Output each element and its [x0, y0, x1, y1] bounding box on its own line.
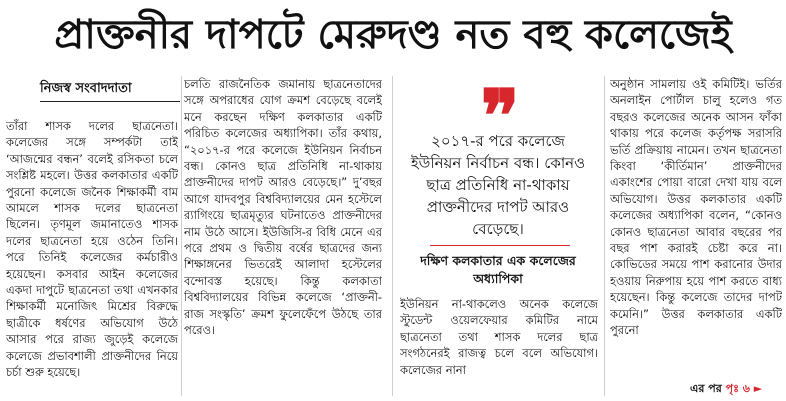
arrow-right-icon: ► [753, 382, 763, 395]
continuation-prefix: এর পর [690, 382, 722, 395]
continuation-note[interactable] [690, 380, 784, 398]
article-column-1 [6, 118, 178, 400]
pull-quote: ২০১৭-র পরে কলেজে ইউনিয়ন নির্বাচন বন্ধ। কোনও ছাত্র প্রতিনিধি না-থাকায় প্রাক্তনীদের দাপট আরও বেড়েছে। [410, 132, 586, 238]
pull-quote-source: দক্ষিণ কলকাতার এক কলেজের অধ্যাপিকা [420, 253, 576, 286]
pull-quote-rule [430, 245, 570, 246]
column-divider [604, 76, 605, 396]
column-4-text: অনুষ্ঠান সামলায় ওই কমিটিই। ভর্তির অনলাইন পোর্টাল চালু হলেও গত বছরও কলেজের অনেক আসন ফাঁকা থাকায় পরে কলেজ কর্তৃপক্ষ সরাসরি ভর্তি প্রক্রিয়ায় নামেন। তখন ছাত্রনেতা কিংবা ‘কীর্তিমান’ প্রাক্তনীদের একাংশের পোয়া বারো দেখা যায় বলে অভিযোগ। উত্তর কলকাতার একটি কলেজের অধ্যাপিকা বলেন, “কোনও কোনও ছাত্রনেতা আবার বছরের পর বছর পাশ করারই চেষ্টা করে না। কোভিডের সময়ে পাশ করানোর উদার হওয়ায় নিরুপায় হয়ে পাশ করতে বাধ্য হয়েছেন। কিন্তু কলেজে তাদের দাপট কমেনি।” উত্তর কলকাতার একটি পুরনো [610, 77, 782, 338]
article-column-3 [400, 296, 598, 398]
article-column-2 [184, 76, 382, 398]
byline-rule [40, 101, 180, 102]
column-divider [181, 76, 182, 396]
quote-mark-icon: ❞ [480, 73, 520, 158]
byline: নিজস্ব সংবাদদাতা [40, 81, 132, 96]
column-1-text: তাঁরা শাসক দলের ছাত্রনেতা। কলেজের সঙ্গে সম্পর্কটা তাই ‘আজন্মের বন্ধন’ বলেই রসিকতা চলে সংশ্লিষ্ট মহলে। উত্তর কলকাতার একটি পুরনো কলেজে জনৈক শিক্ষাকর্মী বাম আমলে শাসক দলের ছাত্রনেতা ছিলেন। তৃণমূল জমানাতেও শাসক দলের ছাত্রনেতা হয়ে ওঠেন তিনি। পরে তিনিই কলেজের কর্মচারীও হয়েছেন। কসবার আইন কলেজের একদা দাপুটে ছাত্রনেতা তথা এখনকার শিক্ষাকর্মী মনোজিৎ মিশ্রের বিরুদ্ধে ছাত্রীকে ধর্ষণের অভিযোগ উঠে আসার পরে রাজ্য জুড়েই কলেজে কলেজে প্রভাবশালী প্রাক্তনীদের নিয়ে চর্চা শুরু হয়েছে। [6, 119, 178, 380]
column-divider [392, 76, 393, 396]
column-2-text: চলতি রাজনৈতিক জমানায় ছাত্রনেতাদের সঙ্গে অপরাধের যোগ ক্রমশ বেড়েছে বলেই মনে করছেন দক্ষিণ কলকাতার একটি পরিচিত কলেজের অধ্যাপিকা। তাঁর কথায়, “২০১৭-র পরে কলেজে ইউনিয়ন নির্বাচন বন্ধ। কোনও ছাত্র প্রতিনিধি না-থাকায় প্রাক্তনীদের দাপট আরও বেড়েছে।” দু’বছর আগে যাদবপুর বিশ্ববিদ্যালয়ের মেন হস্টেলে র‍্যাগিংয়ে ছাত্রমৃত্যুর ঘটনাতেও প্রাক্তনীদের নাম উঠে আসে। ইউজিসি-র বিধি মেনে এর পরে প্রথম ও দ্বিতীয় বর্ষের ছাত্রদের জন্য শিক্ষাঙ্গনের ভিতরেই আলাদা হস্টেলের বন্দোবস্ত হয়েছে। কিন্তু কলকাতা বিশ্ববিদ্যালয়ের বিভিন্ন কলেজে ‘প্রাক্তনী-রাজ সংস্কৃতি’ ক্রমশ ফুলেফেঁপে উঠছে তার পরেও। [184, 77, 382, 338]
article-column-4 [610, 76, 782, 376]
page-headline: প্রাক্তনীর দাপটে মেরুদণ্ড নত বহু কলেজেই [54, 12, 732, 58]
continuation-page: পৃঃ ৬ [725, 382, 750, 395]
column-3-text: ইউনিয়ন না-থাকলেও অনেক কলেজে স্টুডেন্ট ওয়েলফেয়ার কমিটির নামে ছাত্রনেতা তথা শাসক দলের ছাত্র সংগঠনেরই রাজত্ব চলে বলে অভিযোগ। কলেজের নানা [400, 297, 598, 377]
